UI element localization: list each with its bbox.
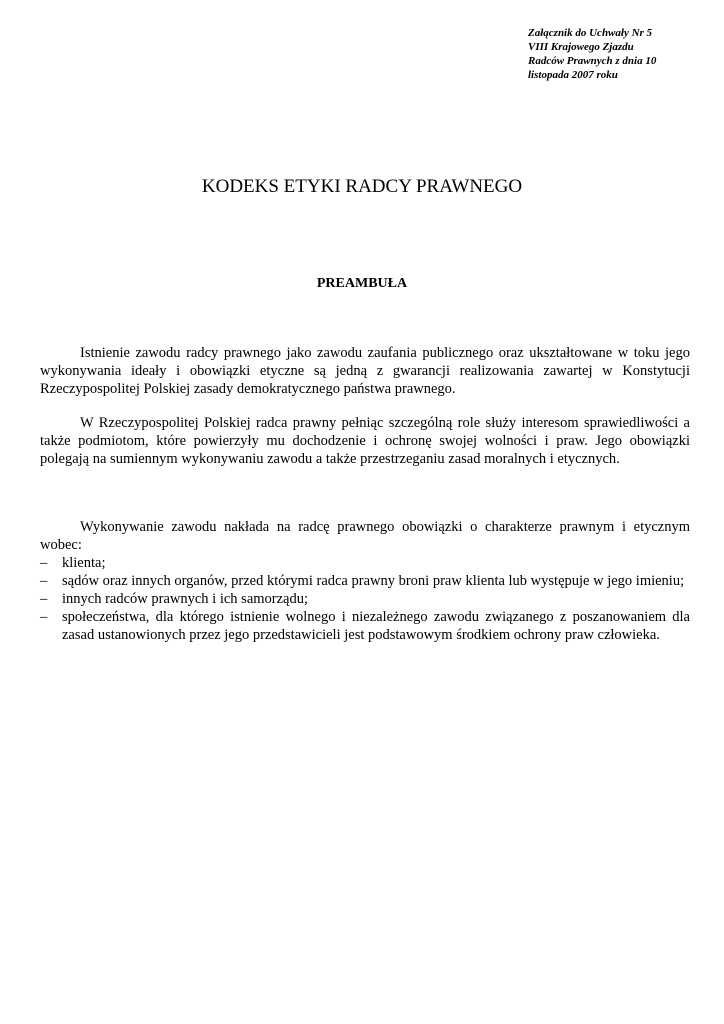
annex-note — [528, 26, 708, 82]
annex-line: Radców Prawnych z dnia 10 — [528, 55, 657, 67]
list-dash: – — [40, 573, 48, 589]
list-item-text: innych radców prawnych i ich samorządu; — [62, 591, 309, 607]
obligations-list — [40, 554, 690, 644]
list-dash: – — [40, 555, 48, 571]
paragraph-text: W Rzeczypospolitej Polskiej radca prawny pełniąc szczególną role służy interesom sprawiedliwości a także podmiotom, które powierzyły mu dochodzenie i ochronę swojej wolności i praw. Jego obowiązki polegają na sumiennym wykonywaniu zawodu a także przestrzeganiu zasad moralnych i etycznych. — [40, 415, 690, 467]
paragraph-1 — [40, 344, 690, 398]
section-heading: PREAMBUŁA — [316, 276, 408, 291]
list-item — [40, 608, 690, 644]
paragraph-2 — [40, 414, 690, 468]
annex-line: VIII Krajowego Zjazdu — [528, 41, 634, 53]
list-item-text: sądów oraz innych organów, przed którymi radca prawny broni praw klienta lub występuje w jego imieniu; — [62, 573, 685, 589]
document-title: KODEKS ETYKI RADCY PRAWNEGO — [201, 176, 523, 197]
annex-line: Załącznik do Uchwały Nr 5 — [528, 27, 653, 39]
paragraph-text: Istnienie zawodu radcy prawnego jako zawodu zaufania publicznego oraz ukształtowane w toku jego wykonywania ideały i obowiązki etyczne są jedną z gwarancji realizowania zawartej w Konstytucji Rzeczypospolitej Polskiej zasady demokratycznego państwa prawnego. — [40, 345, 690, 397]
list-dash: – — [40, 591, 48, 607]
list-item — [40, 590, 690, 608]
list-item — [40, 554, 690, 572]
annex-line: listopada 2007 roku — [528, 69, 618, 81]
paragraph-3 — [40, 518, 690, 554]
list-dash: – — [40, 609, 48, 625]
paragraph-text: Wykonywanie zawodu nakłada na radcę prawnego obowiązki o charakterze prawnym i etycznym wobec: — [40, 519, 690, 553]
list-item-text: społeczeństwa, dla którego istnienie wolnego i niezależnego zawodu związanego z poszanowaniem dla zasad ustanowionych przez jego przedstawicieli jest podstawowym środkiem ochrony praw człowieka. — [62, 609, 690, 643]
list-item-text: klienta; — [62, 555, 106, 571]
list-item — [40, 572, 690, 590]
